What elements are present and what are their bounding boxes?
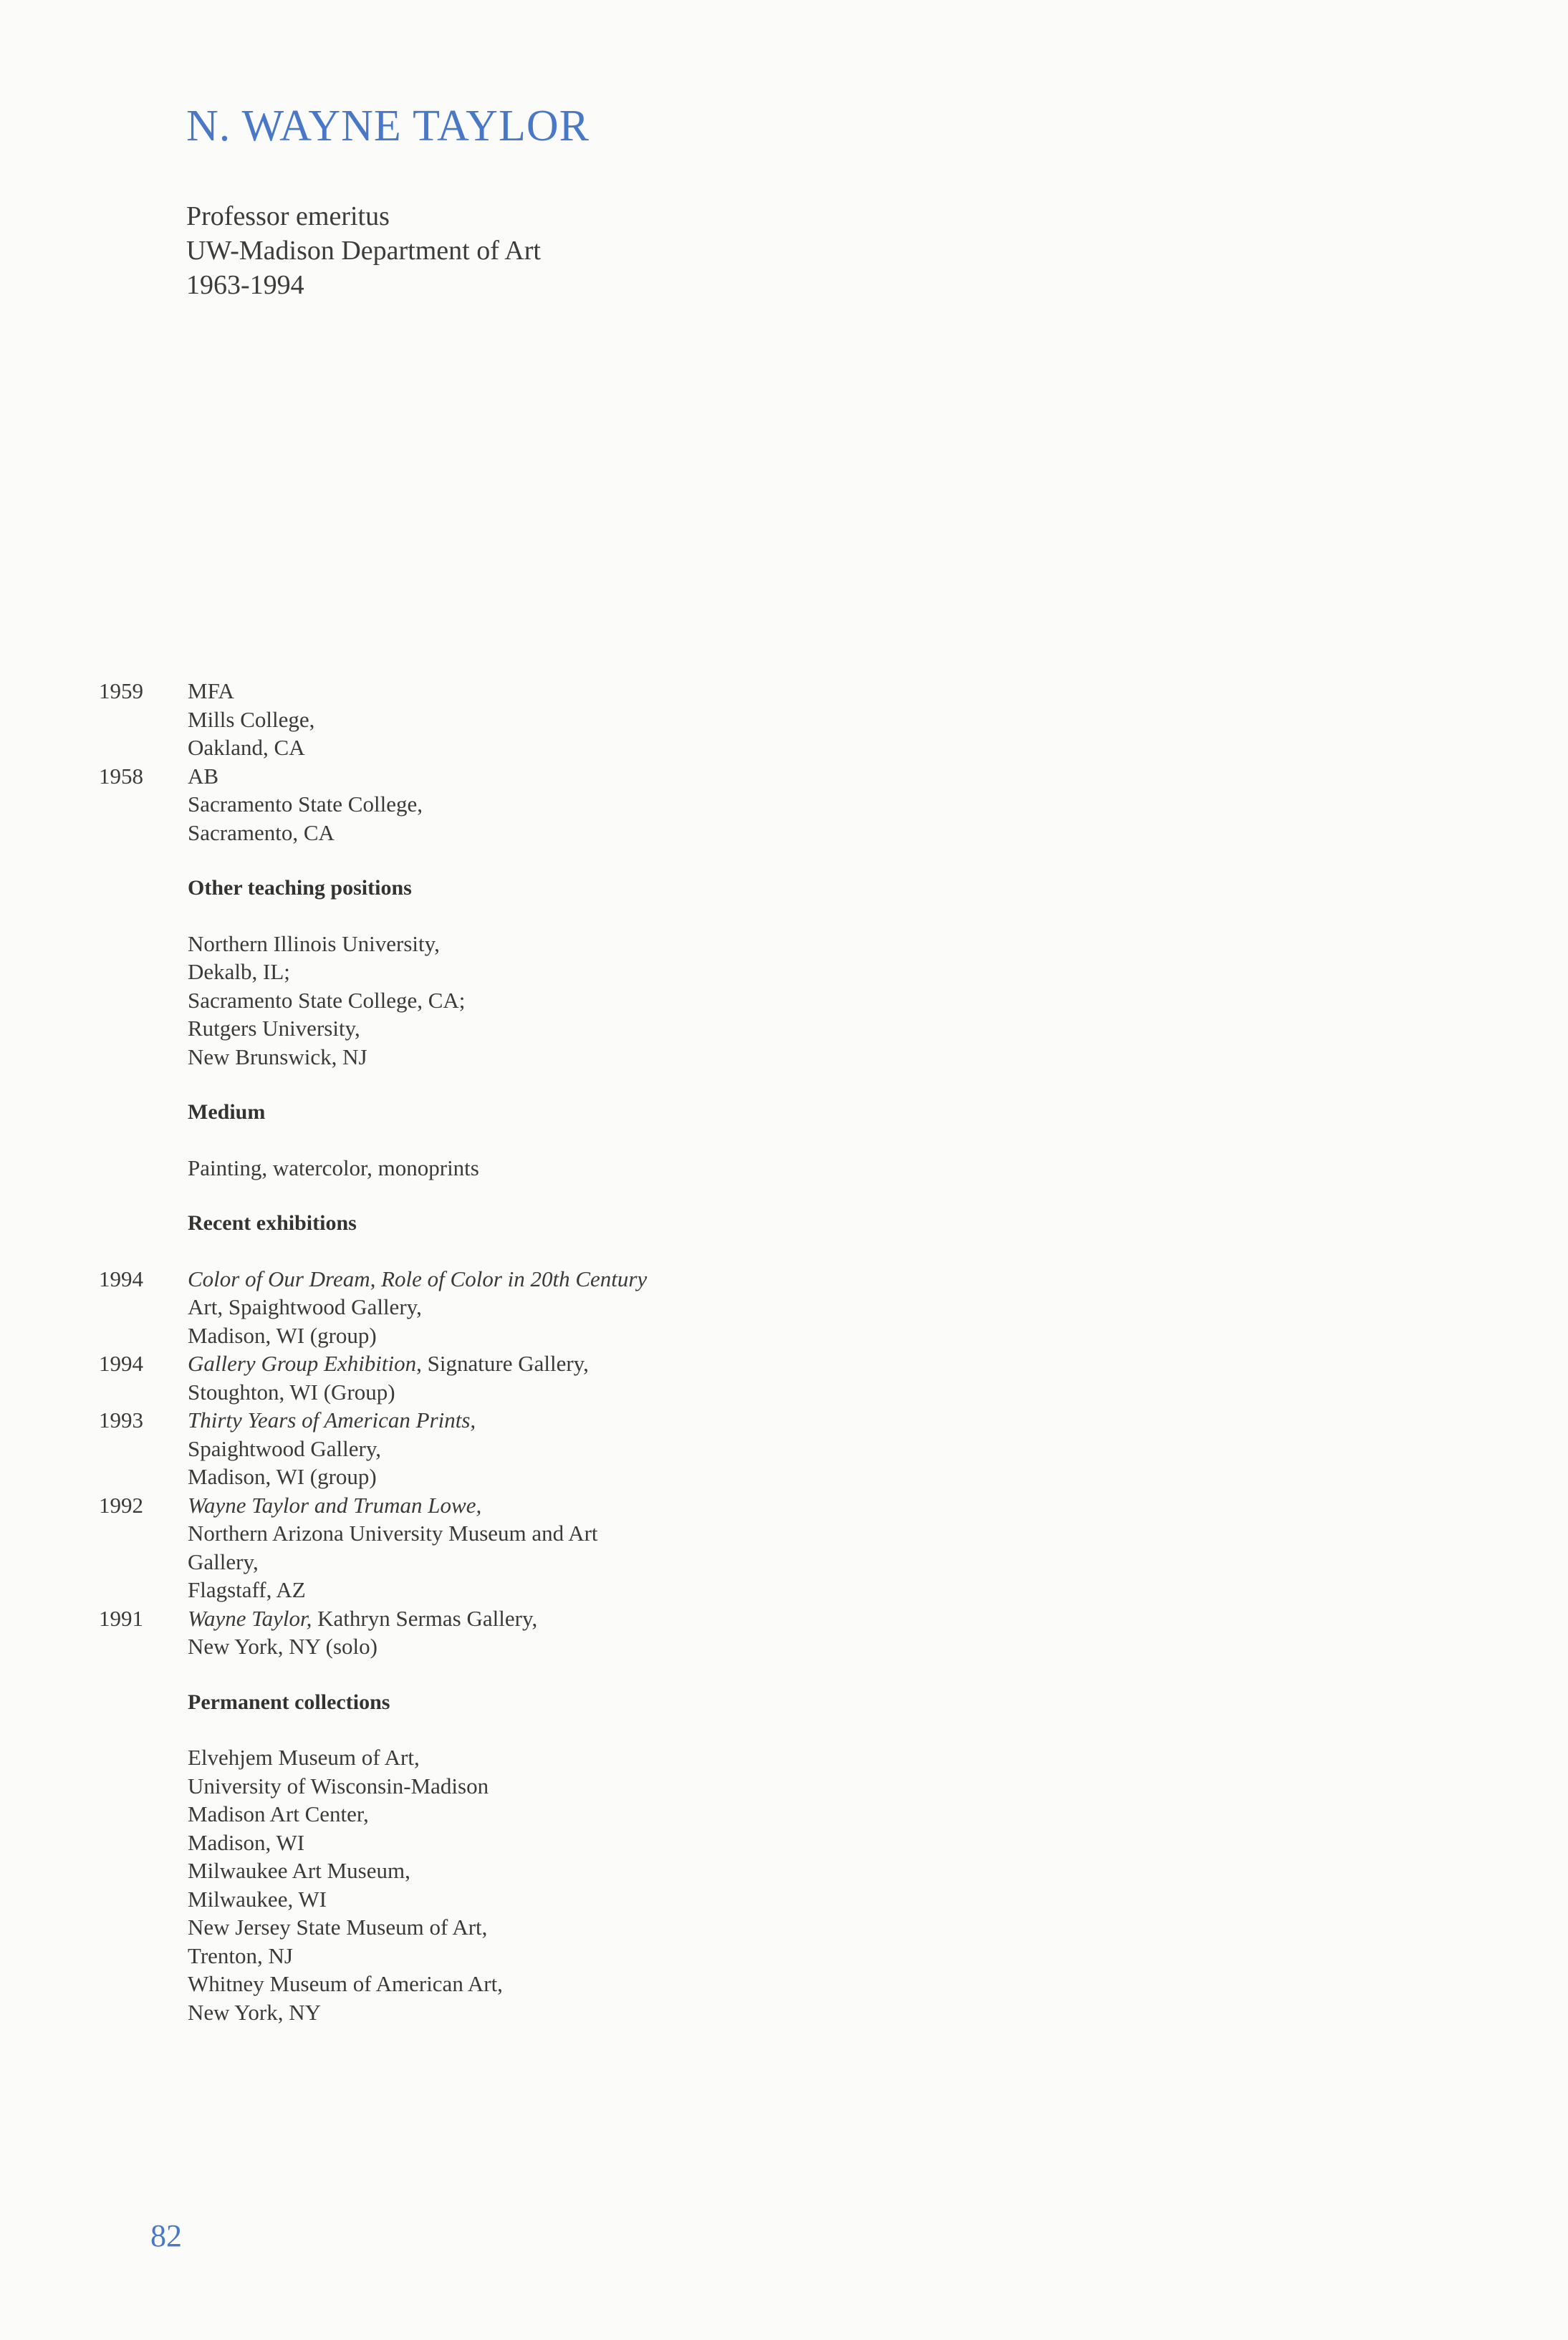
collection-line: Madison, WI	[188, 1829, 305, 1855]
exhibition-title: Color of Our Dream, Role of Color in 20th Century	[188, 1266, 648, 1291]
entry-line: Madison, WI (group)	[188, 1464, 377, 1489]
entry-line: Sacramento, CA	[188, 819, 335, 845]
subtitle-line: UW-Madison Department of Art	[186, 236, 541, 266]
entry-line: New York, NY (solo)	[188, 1634, 377, 1659]
exhibition-entry	[99, 1349, 815, 1406]
entry-line: Spaightwood Gallery,	[188, 1435, 382, 1461]
entry-year: 1991	[99, 1605, 143, 1631]
entry-line: Flagstaff, AZ	[188, 1577, 306, 1602]
subtitle	[186, 199, 541, 302]
teaching-line: New Brunswick, NJ	[188, 1044, 367, 1069]
exhibition-entry	[99, 1491, 815, 1604]
collection-line: University of Wisconsin-Madison	[188, 1773, 489, 1799]
exhibition-title: Wayne Taylor,	[188, 1605, 312, 1631]
entry-line: , Signature Gallery,	[416, 1351, 589, 1376]
entry-line: Northern Arizona University Museum and Art	[188, 1521, 598, 1546]
collection-line: New York, NY	[188, 1999, 322, 2025]
medium-text	[99, 1154, 815, 1183]
entry-line: MFA	[188, 678, 234, 703]
collection-line: Elvehjem Museum of Art,	[188, 1745, 420, 1770]
section-heading-exhibitions: Recent exhibitions	[188, 1211, 357, 1235]
teaching-line: Rutgers University,	[188, 1016, 360, 1041]
entry-line: Oakland, CA	[188, 735, 305, 760]
entry-line: Stoughton, WI (Group)	[188, 1379, 395, 1405]
teaching-line: Northern Illinois University,	[188, 930, 440, 956]
subtitle-line: Professor emeritus	[186, 201, 390, 231]
entry-year: 1994	[99, 1351, 143, 1376]
entry-year: 1959	[99, 678, 143, 703]
collection-line: Milwaukee Art Museum,	[188, 1858, 410, 1883]
collections-list	[99, 1743, 815, 2026]
exhibition-entry	[99, 1406, 815, 1491]
entry-year: 1994	[99, 1266, 143, 1291]
page-number: 82	[150, 2218, 182, 2253]
teaching-line: Sacramento State College, CA;	[188, 987, 466, 1013]
medium-line: Painting, watercolor, monoprints	[188, 1155, 479, 1180]
entry-year: 1993	[99, 1407, 143, 1433]
education-entry	[99, 762, 815, 847]
exhibition-title: Thirty Years of American Prints,	[188, 1407, 476, 1433]
collection-line: Whitney Museum of American Art,	[188, 1971, 503, 1996]
cv-content	[99, 677, 815, 2026]
entry-line: AB	[188, 763, 219, 789]
collection-line: Madison Art Center,	[188, 1801, 369, 1826]
exhibition-entry	[99, 1604, 815, 1661]
page-title: N. WAYNE TAYLOR	[186, 102, 590, 150]
education-entry	[99, 677, 815, 762]
entry-line: Sacramento State College,	[188, 791, 423, 817]
entry-line: Gallery,	[188, 1549, 259, 1574]
exhibition-entry	[99, 1265, 815, 1350]
subtitle-line: 1963-1994	[186, 270, 304, 300]
teaching-list	[99, 930, 815, 1072]
section-heading-teaching: Other teaching positions	[188, 876, 412, 900]
exhibition-title: Gallery Group Exhibition	[188, 1351, 417, 1376]
entry-line: Art, Spaightwood Gallery,	[188, 1294, 422, 1319]
entry-year: 1992	[99, 1492, 143, 1518]
section-heading-medium: Medium	[188, 1100, 266, 1124]
collection-line: New Jersey State Museum of Art,	[188, 1915, 488, 1940]
entry-line: Kathryn Sermas Gallery,	[312, 1605, 538, 1631]
entry-year: 1958	[99, 763, 143, 789]
exhibition-title: Wayne Taylor and Truman Lowe,	[188, 1492, 482, 1518]
entry-line: Mills College,	[188, 706, 315, 732]
teaching-line: Dekalb, IL;	[188, 959, 290, 984]
collection-line: Trenton, NJ	[188, 1942, 293, 1968]
entry-line: Madison, WI (group)	[188, 1322, 377, 1348]
collection-line: Milwaukee, WI	[188, 1886, 327, 1912]
section-heading-collections: Permanent collections	[188, 1690, 390, 1714]
